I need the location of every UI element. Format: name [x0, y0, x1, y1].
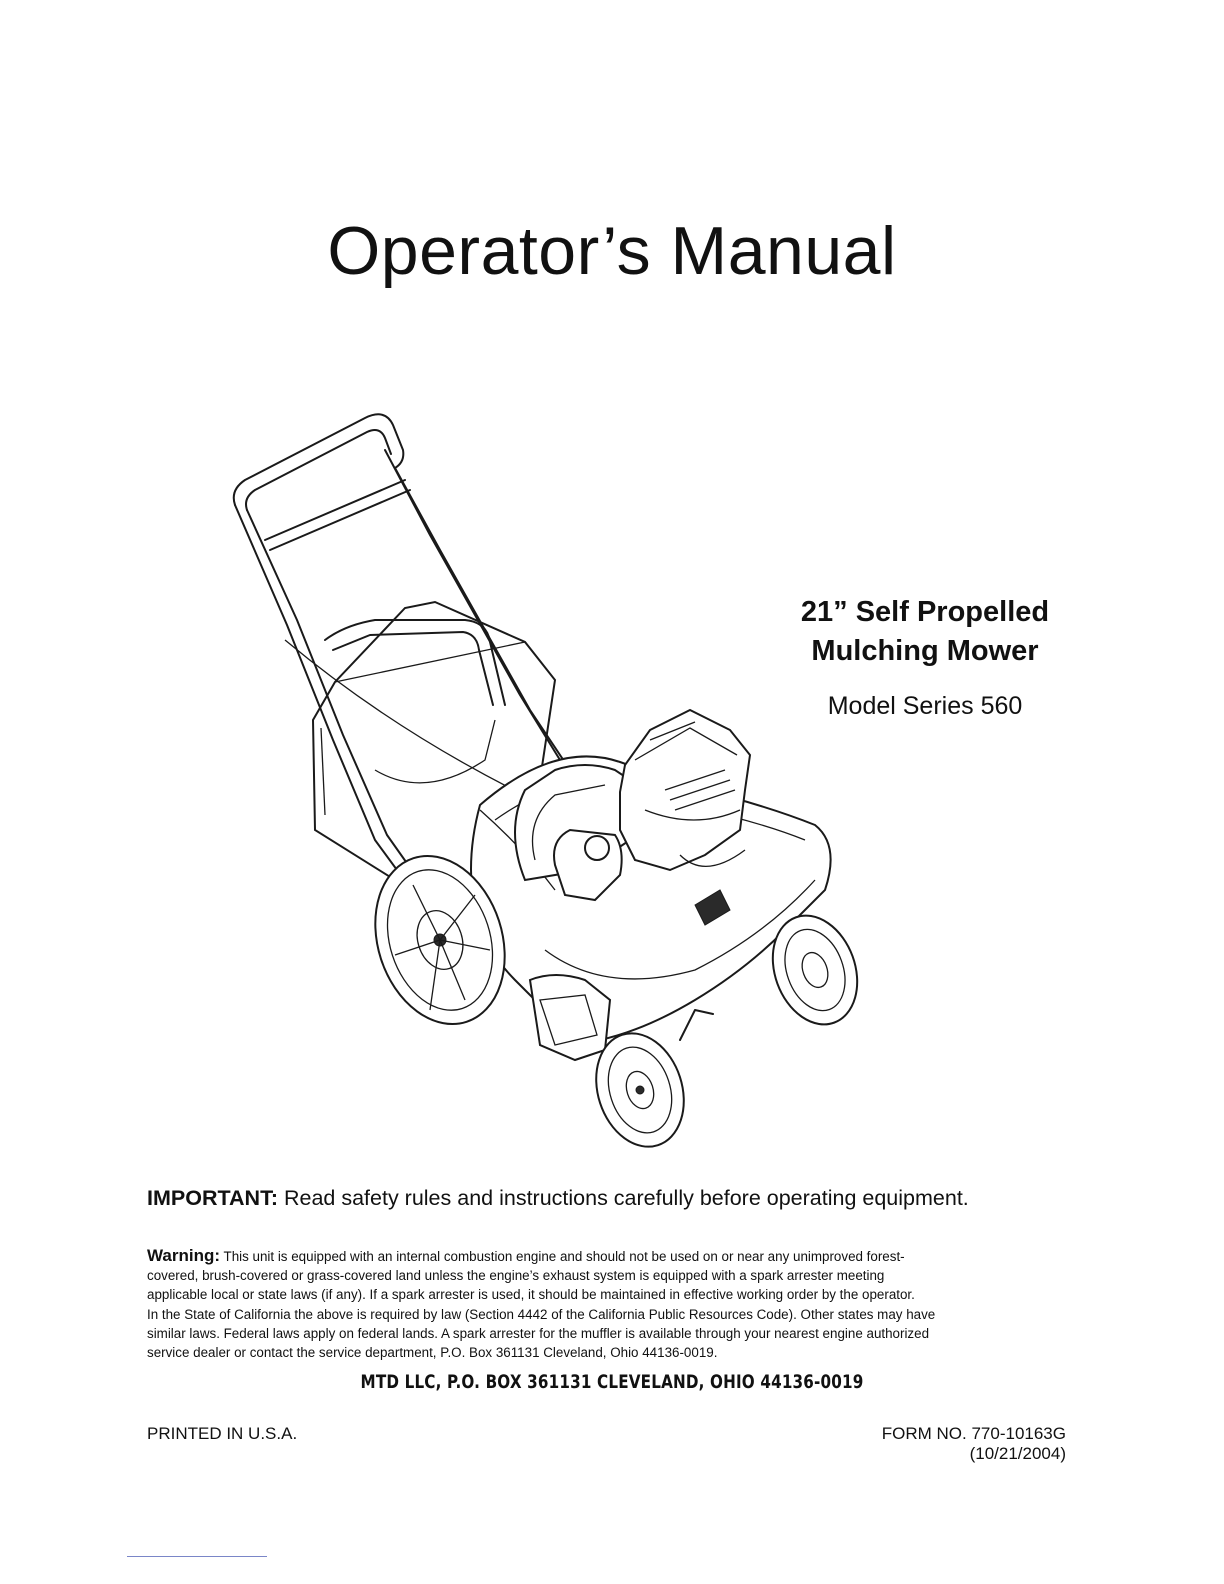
company-address: MTD LLC, P.O. BOX 361131 CLEVELAND, OHIO 44136-0019 [360, 1371, 864, 1393]
warning-line: service dealer or contact the service department, P.O. Box 361131 Cleveland, Ohio 44136-0019. [147, 1345, 718, 1361]
footer-rule [127, 1556, 267, 1557]
warning-line: covered, brush-covered or grass-covered land unless the engine’s exhaust system is equipped with a spark arrester meeting [147, 1268, 885, 1284]
warning-label: Warning: [147, 1246, 221, 1265]
important-text: Read safety rules and instructions carefully before operating equipment. [277, 1186, 969, 1210]
warning-text: This unit is equipped with an internal combustion engine and should not be used on or near any unimproved forest- [220, 1249, 905, 1264]
warning-line [147, 1246, 1077, 1266]
form-date: (10/21/2004) [969, 1444, 1066, 1463]
printed-in: PRINTED IN U.S.A. [147, 1424, 298, 1443]
important-notice [147, 1186, 969, 1211]
important-label: IMPORTANT: [147, 1186, 278, 1210]
form-number: FORM NO. 770-10163G [881, 1424, 1066, 1443]
warning-line: similar laws. Federal laws apply on federal lands. A spark arrester for the muffler is available through your nearest engine authorized [147, 1325, 930, 1341]
lawn-mower-illustration [225, 410, 865, 1160]
model-series: Model Series 560 [827, 692, 1023, 720]
warning-line: In the State of California the above is required by law (Section 4442 of the California Public Resources Code). Other states may have [147, 1306, 936, 1322]
product-name-line2: Mulching Mower [811, 635, 1039, 667]
warning-line: applicable local or state laws (if any). If a spark arrester is used, it should be maintained in effective working order by the operator. [147, 1287, 915, 1303]
manual-title: Operator’s Manual [327, 213, 897, 289]
warning-paragraph [147, 1246, 1077, 1362]
product-name-line1: 21” Self Propelled [800, 596, 1050, 628]
